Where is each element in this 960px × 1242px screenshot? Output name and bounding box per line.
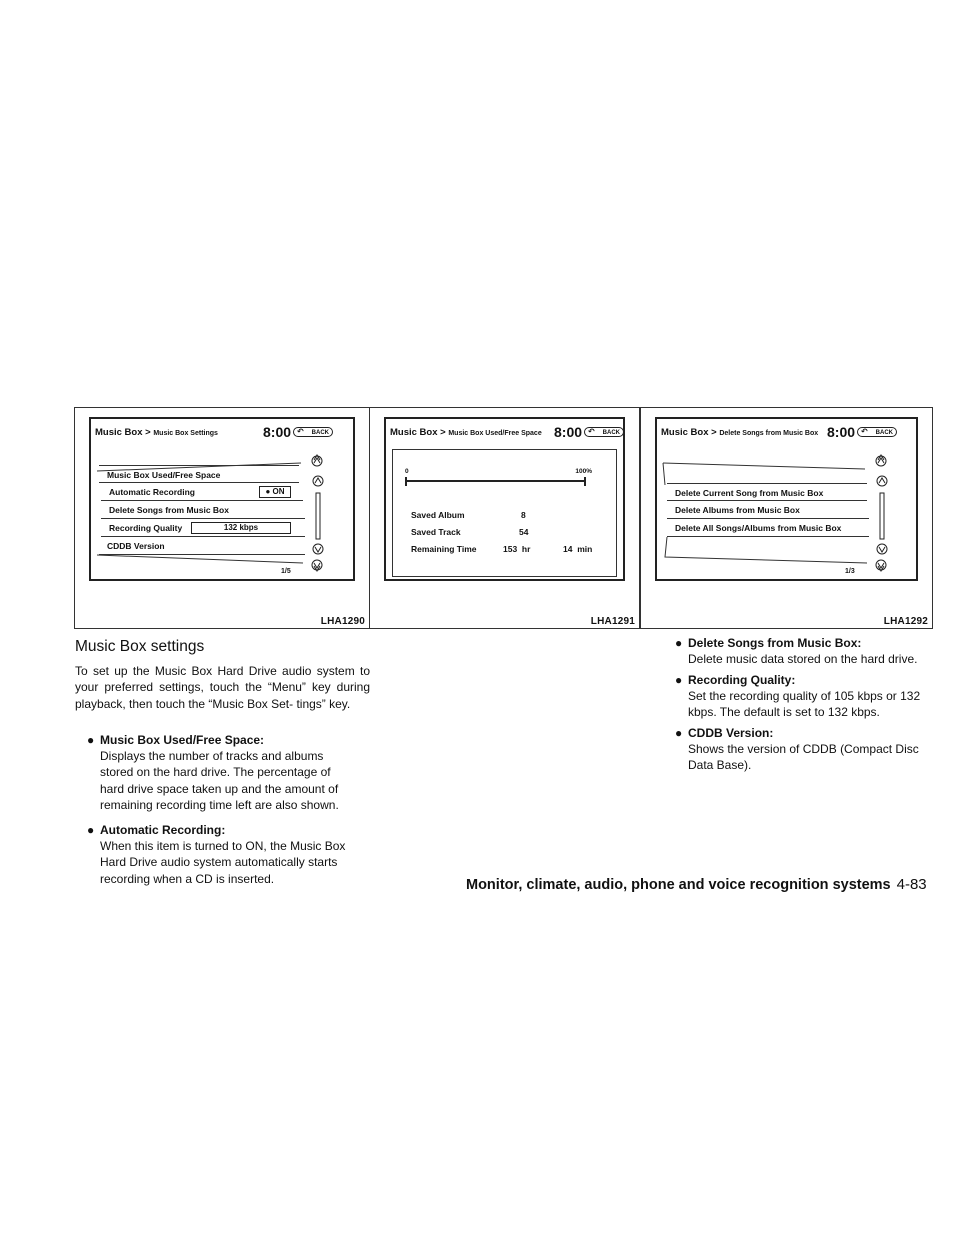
intro-paragraph: To set up the Music Box Hard Drive audio system to your preferred settings, touch the “Menu” key during playback, then touch the “Music Box Set- tings” key. [75, 664, 370, 711]
section-heading: Music Box settings [75, 638, 205, 655]
display-screen [655, 417, 918, 581]
saved-album-value: 8 [521, 510, 526, 520]
breadcrumb: Music Box > Music Box Settings [95, 427, 218, 438]
figure-used-free-space [369, 407, 640, 629]
bullet-title: Recording Quality: [688, 673, 796, 687]
figure-label: LHA1292 [883, 616, 928, 627]
page-footer [466, 876, 936, 893]
back-button[interactable]: ↶ BACK [857, 427, 897, 437]
clock: 8:00 [554, 424, 583, 440]
saved-track-label: Saved Track [411, 527, 461, 537]
breadcrumb: Music Box > Delete Songs from Music Box [661, 427, 819, 438]
saved-album-label: Saved Album [411, 510, 465, 520]
bullet-recording-quality [675, 672, 936, 721]
remaining-hours: 153 hr [503, 544, 531, 554]
bullet-dot: ● [87, 733, 95, 747]
bullet-text: When this item is turned to ON, the Music Box Hard Drive audio system automatically starts recording when a CD is inserted. [100, 839, 346, 886]
menu-item-recording-quality[interactable] [101, 519, 305, 537]
bullet-delete-songs [675, 635, 936, 667]
menu-item-automatic-recording[interactable] [101, 483, 303, 501]
bullet-title: Automatic Recording: [100, 823, 226, 837]
clock: 8:00 [827, 424, 856, 440]
screen-header [661, 424, 912, 442]
toggle-switch[interactable]: ● ON [259, 486, 291, 498]
usage-panel [392, 449, 617, 577]
quality-value-field[interactable]: 132 kbps [191, 522, 291, 534]
menu-item-cddb-version[interactable]: CDDB Version [99, 537, 305, 555]
menu-item-delete-all[interactable]: Delete All Songs/Albums from Music Box [667, 519, 869, 537]
back-button[interactable]: ↶ BACK [293, 427, 333, 437]
remaining-minutes: 14 min [563, 544, 593, 554]
menu-item-label: Automatic Recording [109, 487, 195, 497]
page-number: 4-83 [896, 876, 927, 893]
usage-bar-track [407, 480, 584, 482]
bullet-used-free-space [87, 732, 348, 813]
bullet-cddb-version [675, 725, 936, 774]
screen-header [390, 424, 619, 442]
breadcrumb: Music Box > Music Box Used/Free Space [390, 427, 542, 438]
bullet-dot: ● [675, 726, 683, 740]
menu-bottom-curve [93, 553, 305, 565]
scale-min-label: 0 [405, 468, 409, 475]
clock: 8:00 [263, 424, 292, 440]
bullet-text: Delete music data stored on the hard drive. [688, 652, 918, 667]
display-screen [89, 417, 355, 581]
bullet-text: Set the recording quality of 105 kbps or 132 kbps. The default is set to 132 kbps. [688, 689, 921, 720]
figure-label: LHA1291 [590, 616, 635, 627]
figure-music-box-settings [74, 407, 370, 629]
bullet-text: Displays the number of tracks and albums stored on the hard drive. The percentage of hard drive space taken up and the amount of remaining recording time left are also shown. [100, 749, 339, 812]
footer-chapter-title: Monitor, climate, audio, phone and voice recognition systems [466, 877, 891, 893]
menu-item-label: Recording Quality [109, 523, 183, 533]
figure-delete-songs [640, 407, 933, 629]
menu-item-used-free-space[interactable]: Music Box Used/Free Space [99, 465, 299, 483]
screen-header [95, 424, 349, 442]
menu-bottom-curve [657, 537, 871, 565]
bullet-text: Shows the version of CDDB (Compact Disc Data Base). [688, 742, 919, 773]
saved-track-value: 54 [519, 527, 529, 537]
bullet-title: Delete Songs from Music Box: [688, 636, 862, 650]
bullet-dot: ● [675, 636, 683, 650]
page-indicator: 1/5 [281, 568, 291, 575]
remaining-time-label: Remaining Time [411, 544, 477, 554]
menu-item-delete-current-song[interactable]: Delete Current Song from Music Box [667, 483, 867, 501]
display-screen [384, 417, 625, 581]
bullet-dot: ● [675, 673, 683, 687]
back-button[interactable]: ↶ BACK [584, 427, 624, 437]
bullet-automatic-recording [87, 822, 348, 887]
scrollbar[interactable] [309, 451, 325, 573]
bullet-dot: ● [87, 823, 95, 837]
bullet-title: Music Box Used/Free Space: [100, 733, 265, 747]
menu-item-delete-songs[interactable]: Delete Songs from Music Box [101, 501, 305, 519]
page-indicator: 1/3 [845, 568, 855, 575]
bullet-title: CDDB Version: [688, 726, 774, 740]
scale-max-label: 100% [575, 468, 592, 475]
scrollbar[interactable] [873, 451, 889, 573]
figure-label: LHA1290 [320, 616, 365, 627]
menu-item-delete-albums[interactable]: Delete Albums from Music Box [667, 501, 869, 519]
usage-bar [405, 477, 586, 486]
